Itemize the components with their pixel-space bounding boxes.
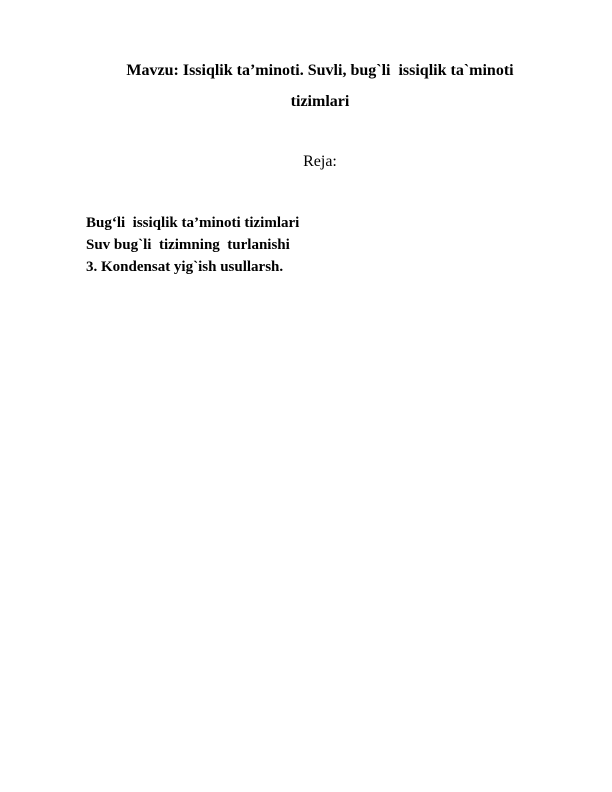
plan-item-1: Bug‘li issiqlik ta’minoti tizimlari bbox=[86, 215, 300, 231]
plan-item-3: 3. Kondensat yig`ish usullarsh. bbox=[86, 259, 284, 275]
document-title-line-1: Mavzu: Issiqlik ta’minoti. Suvli, bug`li issiqlik ta`minoti bbox=[126, 62, 514, 79]
document-title-line-2: tizimlari bbox=[290, 93, 350, 110]
plan-list bbox=[86, 213, 299, 279]
plan-item-2: Suv bug`li tizimning turlanishi bbox=[86, 237, 290, 253]
plan-heading: Reja: bbox=[303, 153, 337, 170]
